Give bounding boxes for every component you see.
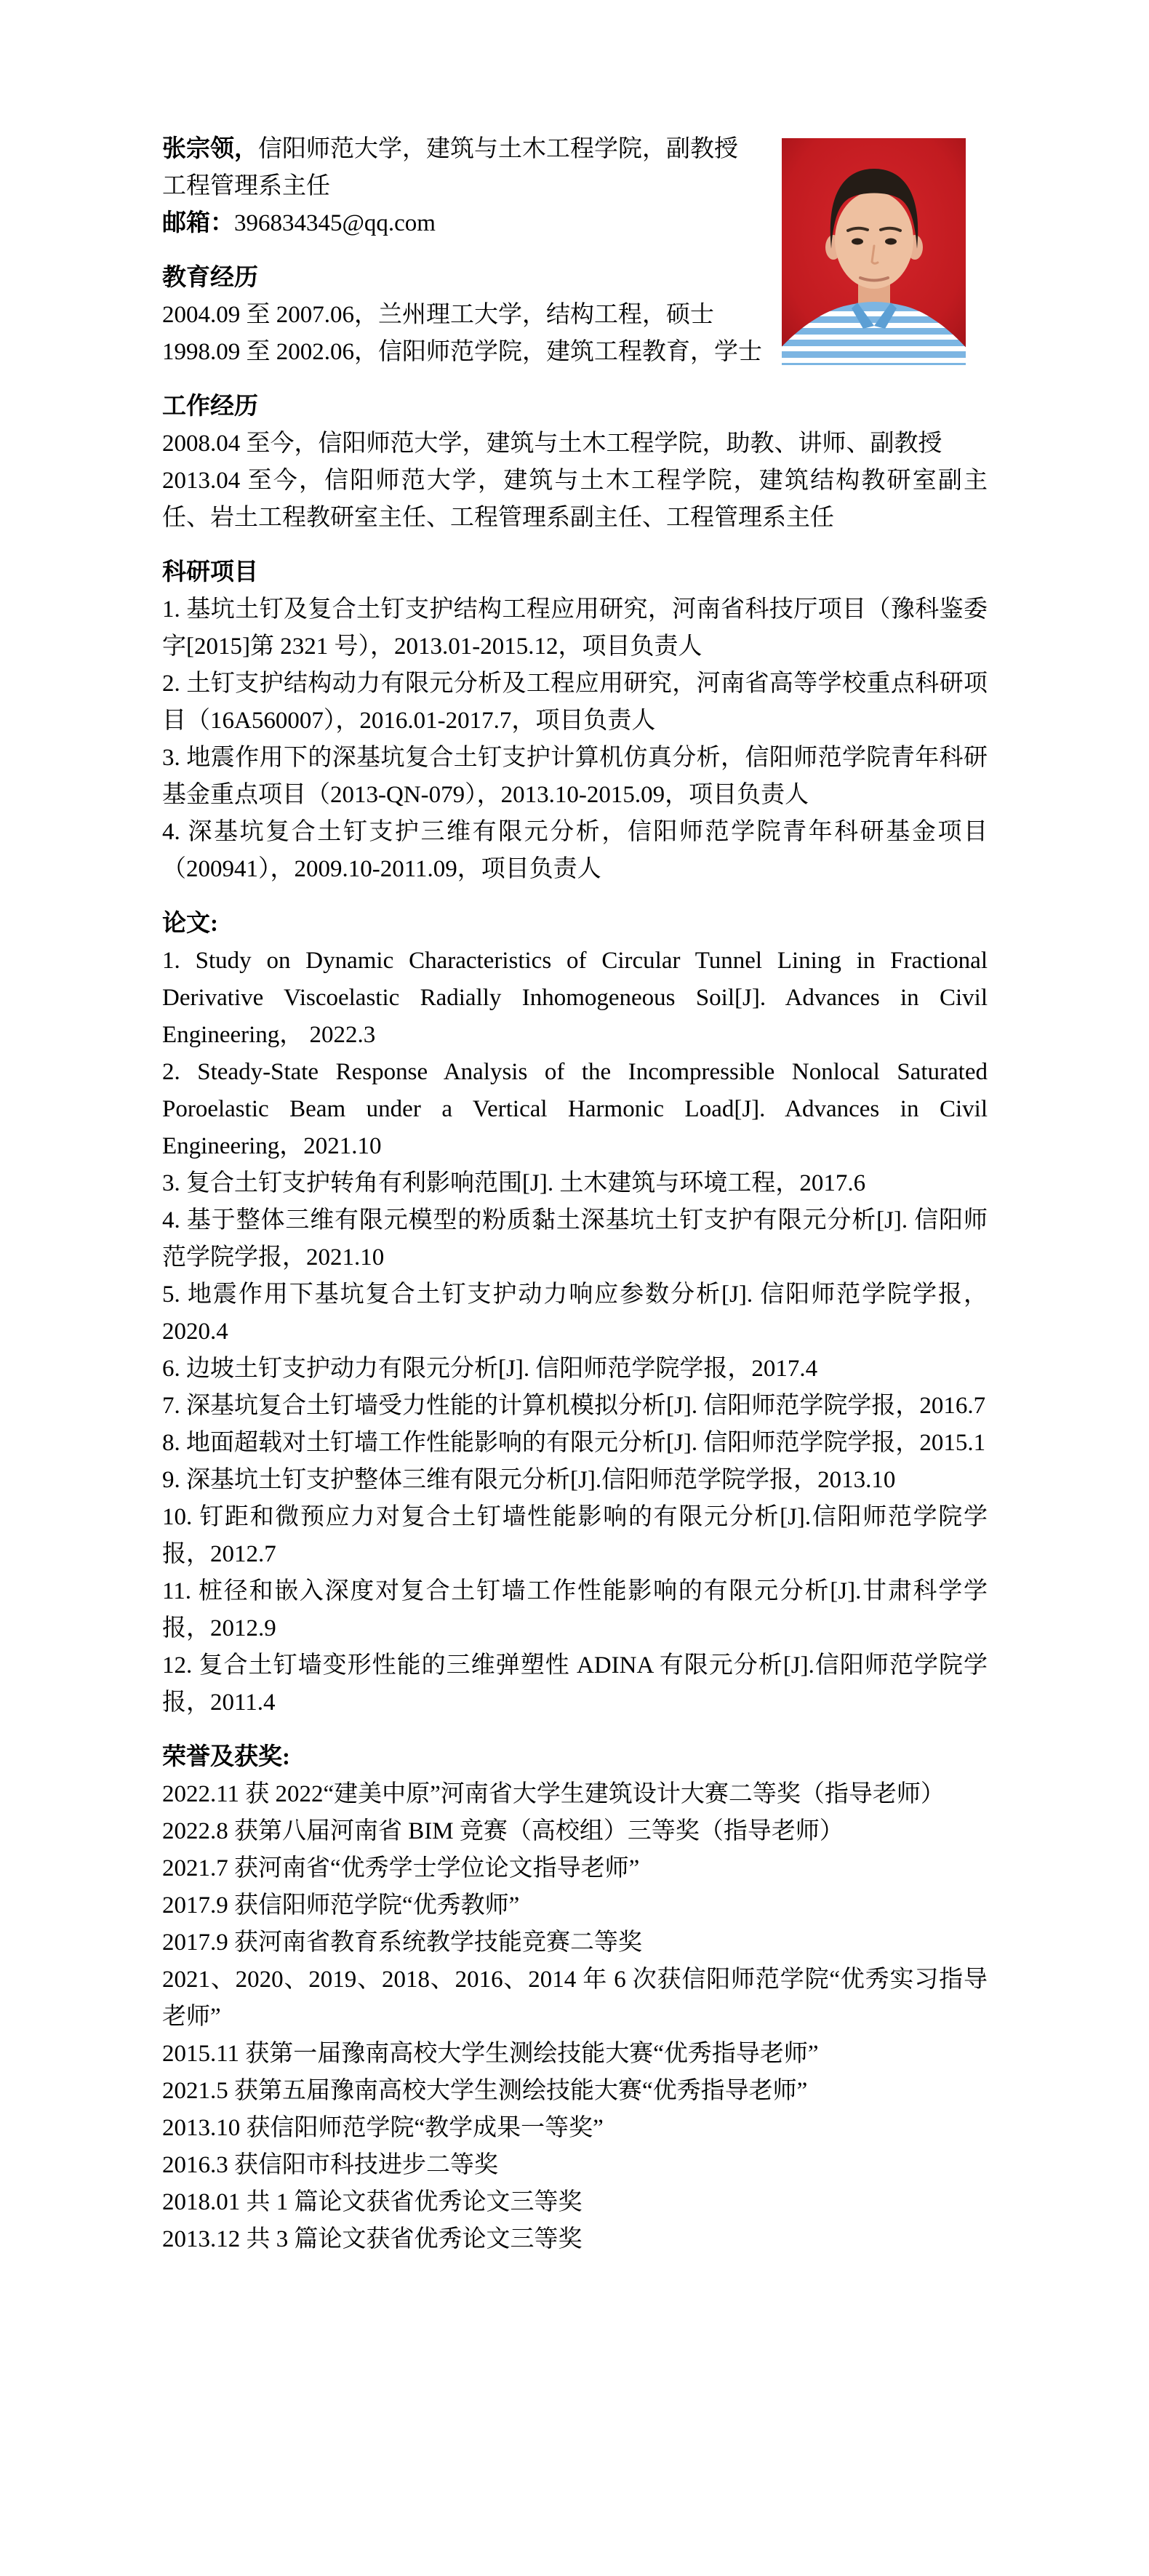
profile-title-line: 工程管理系主任 bbox=[162, 173, 330, 199]
work-list bbox=[162, 425, 988, 537]
section-projects-heading: 科研项目 bbox=[162, 559, 258, 585]
photo-eye-right bbox=[885, 239, 897, 245]
project-item: 4. 深基坑复合土钉支护三维有限元分析，信阳师范学院青年科研基金项目（200941），2009.10-2011.09，项目负责人 bbox=[162, 819, 988, 882]
paper-item: 11. 桩径和嵌入深度对复合土钉墙工作性能影响的有限元分析[J].甘肃科学学报，2012.9 bbox=[162, 1578, 988, 1641]
profile-photo bbox=[782, 138, 966, 365]
honor-item: 2013.12 共 3 篇论文获省优秀论文三等奖 bbox=[162, 2226, 582, 2252]
paper-item: 10. 钉距和微预应力对复合土钉墙性能影响的有限元分析[J].信阳师范学院学报，2012.7 bbox=[162, 1504, 988, 1567]
education-item: 2004.09 至 2007.06，兰州理工大学，结构工程，硕士 bbox=[162, 302, 714, 328]
paper-item: 12. 复合土钉墙变形性能的三维弹塑性 ADINA 有限元分析[J].信阳师范学院学报，2011.4 bbox=[162, 1652, 988, 1716]
honor-item: 2017.9 获信阳师范学院“优秀教师” bbox=[162, 1892, 520, 1919]
paper-item: 7. 深基坑复合土钉墙受力性能的计算机模拟分析[J]. 信阳师范学院学报，2016.7 bbox=[162, 1393, 986, 1419]
section-papers bbox=[162, 905, 988, 1721]
honor-item: 2021、2020、2019、2018、2016、2014 年 6 次获信阳师范学院“优秀实习指导老师” bbox=[162, 1967, 988, 2030]
honor-item: 2015.11 获第一届豫南高校大学生测绘技能大赛“优秀指导老师” bbox=[162, 2041, 819, 2067]
section-papers-heading: 论文: bbox=[162, 911, 218, 937]
honor-item: 2013.10 获信阳师范学院“教学成果一等奖” bbox=[162, 2115, 604, 2141]
project-item: 1. 基坑土钉及复合土钉支护结构工程应用研究，河南省科技厅项目（豫科鉴委字[2015]第 2321 号），2013.01-2015.12，项目负责人 bbox=[162, 596, 988, 660]
honor-item: 2021.5 获第五届豫南高校大学生测绘技能大赛“优秀指导老师” bbox=[162, 2078, 808, 2104]
section-honors bbox=[162, 1739, 988, 2258]
honor-item: 2018.01 共 1 篇论文获省优秀论文三等奖 bbox=[162, 2189, 582, 2215]
papers-list bbox=[162, 943, 988, 1721]
honors-list bbox=[162, 1776, 988, 2258]
honor-item: 2017.9 获河南省教育系统教学技能竞赛二等奖 bbox=[162, 1929, 642, 1956]
work-item: 2013.04 至今，信阳师范大学，建筑与土木工程学院，建筑结构教研室副主任、岩土工程教研室主任、工程管理系副主任、工程管理系主任 bbox=[162, 468, 988, 531]
paper-item: 3. 复合土钉支护转角有利影响范围[J]. 土木建筑与环境工程，2017.6 bbox=[162, 1170, 866, 1196]
profile-affiliation: 信阳师范大学，建筑与土木工程学院，副教授 bbox=[258, 136, 738, 162]
email-value: 396834345@qq.com bbox=[234, 210, 436, 236]
section-projects bbox=[162, 554, 988, 888]
honor-item: 2021.7 获河南省“优秀学士学位论文指导老师” bbox=[162, 1855, 640, 1881]
work-item: 2008.04 至今，信阳师范大学，建筑与土木工程学院，助教、讲师、副教授 bbox=[162, 431, 942, 457]
projects-list bbox=[162, 591, 988, 888]
paper-item: 2. Steady-State Response Analysis of the Incompressible Nonlocal Saturated Poroelastic Beam under a Vertical Harmonic Load[J]. Advances in Civil Engineering，2021.10 bbox=[162, 1059, 988, 1159]
section-work-heading: 工作经历 bbox=[162, 393, 258, 420]
section-work bbox=[162, 388, 988, 537]
paper-item: 6. 边坡土钉支护动力有限元分析[J]. 信阳师范学院学报，2017.4 bbox=[162, 1356, 818, 1382]
project-item: 2. 土钉支护结构动力有限元分析及工程应用研究，河南省高等学校重点科研项目（16A560007），2016.01-2017.7，项目负责人 bbox=[162, 671, 988, 734]
education-item: 1998.09 至 2002.06，信阳师范学院，建筑工程教育，学士 bbox=[162, 339, 762, 365]
paper-item: 1. Study on Dynamic Characteristics of Circular Tunnel Lining in Fractional Derivative Viscoelastic Radially Inhomogeneous Soil[J]. Advances in Civil Engineering， 2022.3 bbox=[162, 948, 988, 1048]
section-honors-heading: 荣誉及获奖: bbox=[162, 1744, 290, 1770]
photo-eye-left bbox=[852, 239, 863, 245]
email-label: 邮箱： bbox=[162, 210, 234, 236]
profile-name: 张宗领， bbox=[162, 136, 258, 162]
section-education-heading: 教育经历 bbox=[162, 265, 258, 291]
paper-item: 4. 基于整体三维有限元模型的粉质黏土深基坑土钉支护有限元分析[J]. 信阳师范学院学报，2021.10 bbox=[162, 1207, 988, 1271]
honor-item: 2022.11 获 2022“建美中原”河南省大学生建筑设计大赛二等奖（指导老师） bbox=[162, 1781, 945, 1807]
honor-item: 2016.3 获信阳市科技进步二等奖 bbox=[162, 2152, 498, 2178]
paper-item: 5. 地震作用下基坑复合土钉支护动力响应参数分析[J]. 信阳师范学院学报，2020.4 bbox=[162, 1281, 988, 1345]
honor-item: 2022.8 获第八届河南省 BIM 竞赛（高校组）三等奖（指导老师） bbox=[162, 1818, 844, 1844]
project-item: 3. 地震作用下的深基坑复合土钉支护计算机仿真分析，信阳师范学院青年科研基金重点项目（2013-QN-079），2013.10-2015.09，项目负责人 bbox=[162, 745, 988, 808]
photo-face bbox=[835, 191, 913, 289]
paper-item: 9. 深基坑土钉支护整体三维有限元分析[J].信阳师范学院学报，2013.10 bbox=[162, 1467, 896, 1493]
paper-item: 8. 地面超载对土钉墙工作性能影响的有限元分析[J]. 信阳师范学院学报，2015.1 bbox=[162, 1430, 986, 1456]
id-photo-illustration bbox=[782, 138, 966, 365]
